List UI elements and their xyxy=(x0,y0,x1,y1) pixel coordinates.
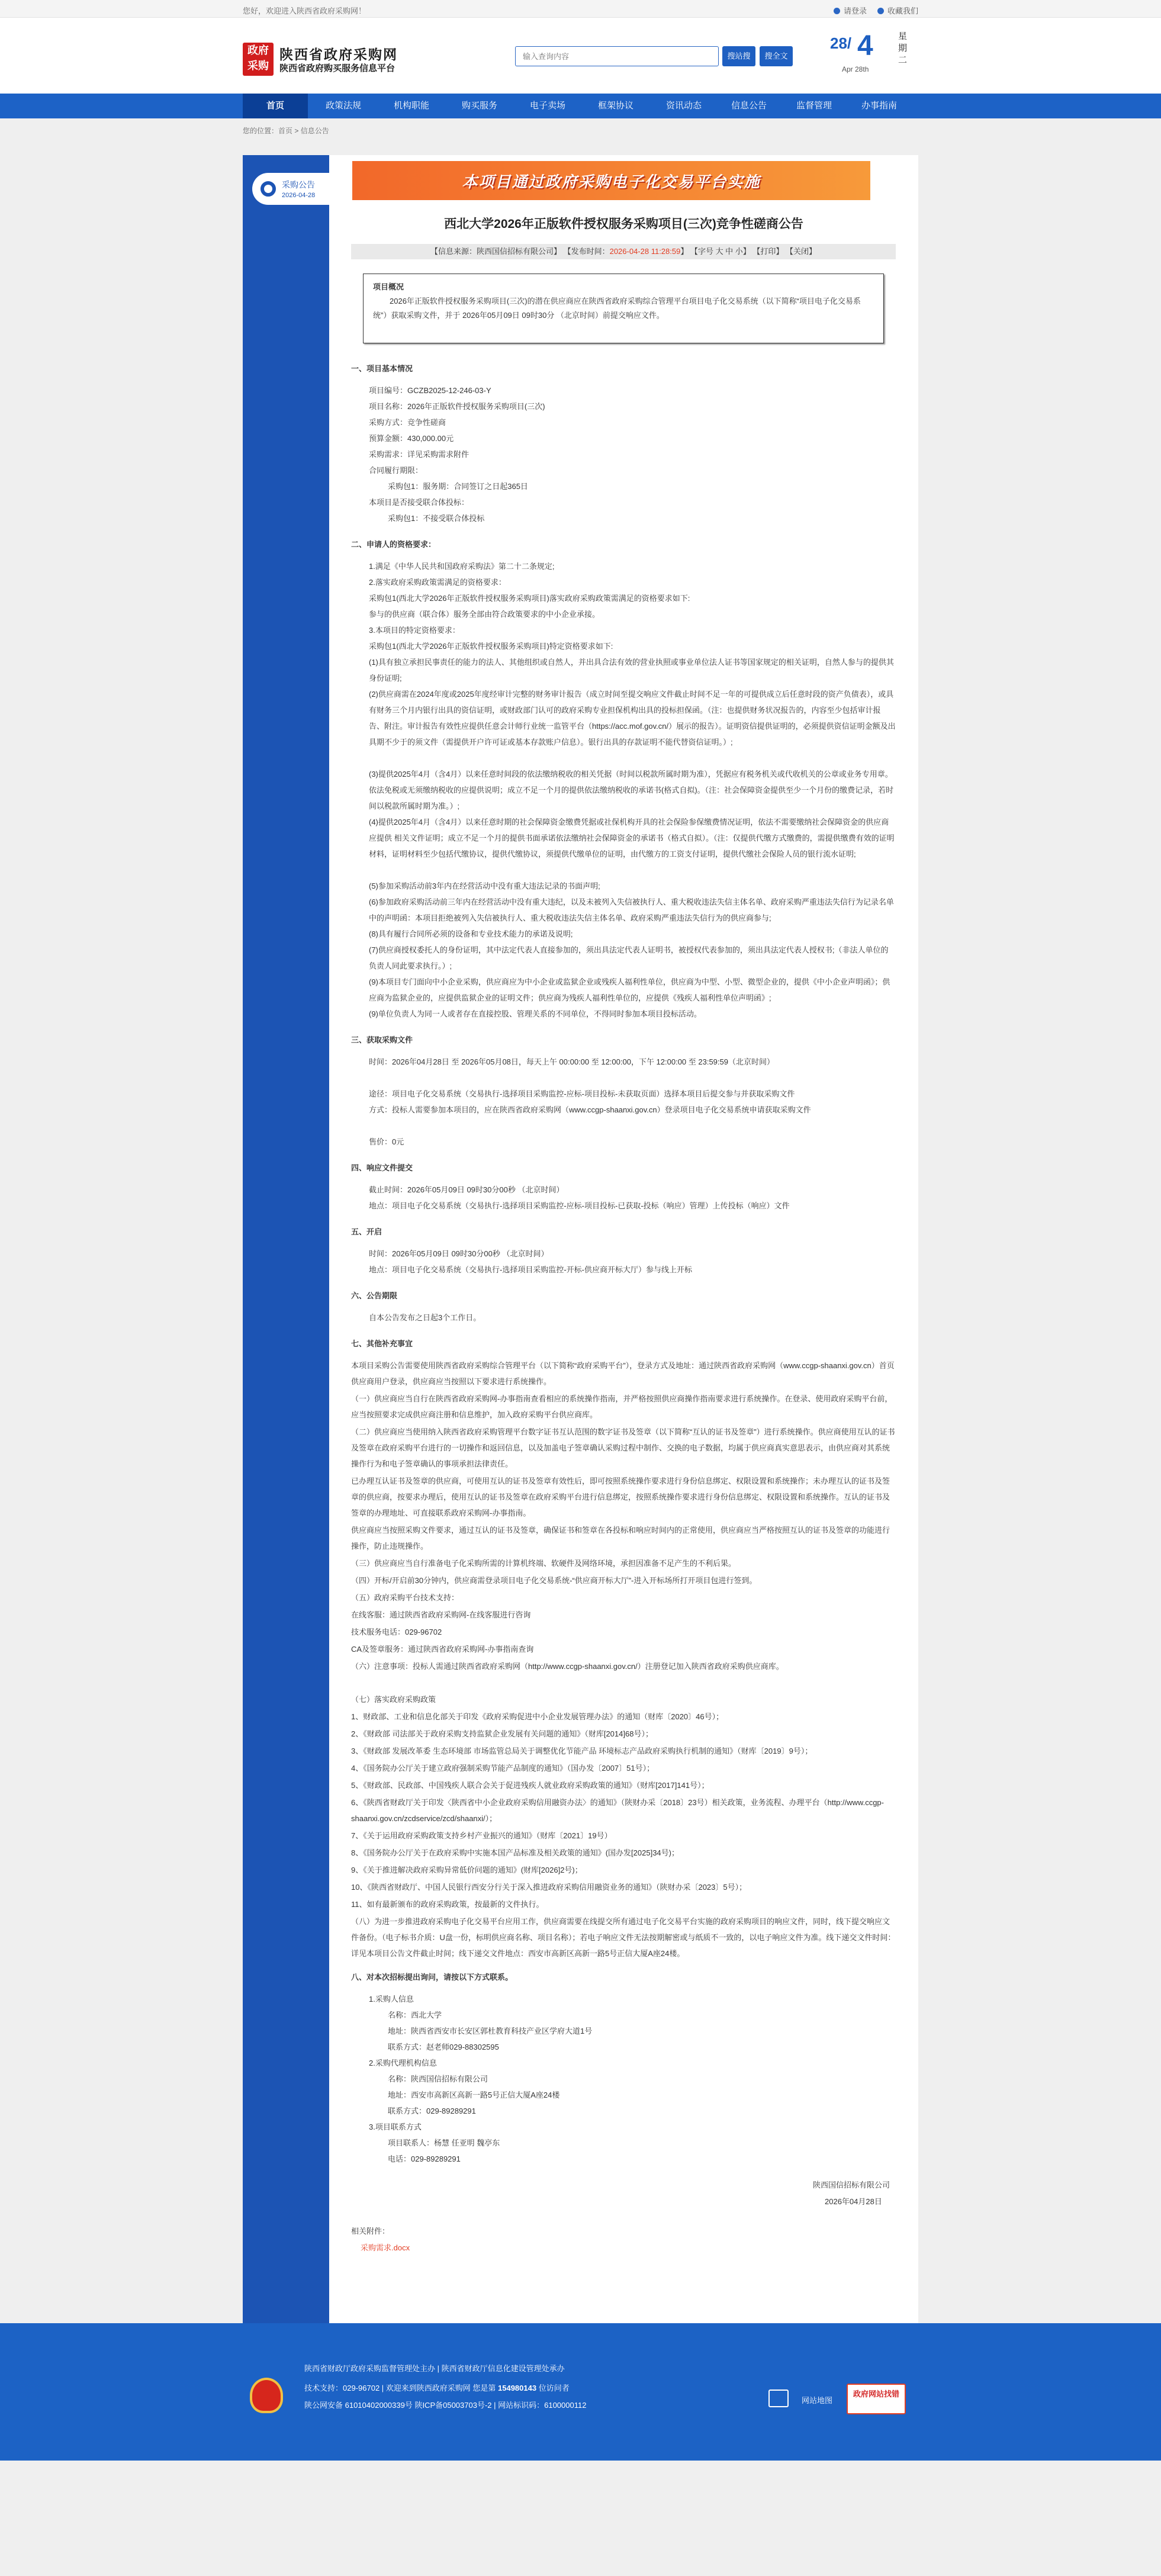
section-line: 预算金额：430,000.00元 xyxy=(369,434,454,443)
section-line: 联系方式：赵老师029-88302595 xyxy=(388,2043,499,2051)
section-line: 截止时间：2026年05月09日 09时30分00秒 （北京时间） xyxy=(369,1185,564,1194)
login-label: 请登录 xyxy=(844,7,867,15)
search-site-button[interactable]: 搜站搜 xyxy=(722,46,755,66)
footer-visitor-suffix: 位访问者 xyxy=(536,2384,570,2392)
section-line: 采购包1(西北大学2026年正版软件授权服务采购项目)落实政府采购政策需满足的资格要求如下: xyxy=(369,594,690,603)
breadcrumb-current[interactable]: 信息公告 xyxy=(300,127,329,135)
search-fulltext-button[interactable]: 搜全文 xyxy=(760,46,793,66)
section-line: (2)供应商需在2024年度或2025年度经审计完整的财务审计报告（成立时间至提交响应文件截止时间不足一年的可提供成立后任意时段的资产负债表），或具有财务三个月内银行出具的资信证明，或财政部门认可的政府采购专业担保机构出具的投标担保函。（注：也提供财务状况报告的，内容至少包括审计报告、附注。审计报告有效性应提供任意会计师行业统一监管平台（https://acc.mof.gov.cn/）展示的报告）。证明资信提供证明的，必须提供资信证明金额及出具期不少于的须文件（需提供开户许可证或基本存款账户信息）。银行出具的存款证明不能代替资信证明。）; xyxy=(369,690,896,747)
section-line: 项目联系人：杨慧 任亚明 魏亭东 xyxy=(388,2138,500,2147)
site-title: 陕西省政府采购网 xyxy=(279,47,398,62)
date-english: Apr 28th xyxy=(842,65,869,73)
supplement-paragraph: 3、《财政部 发展改革委 生态环境部 市场监管总局关于调整优化节能产品 环境标志产品政府采购执行机制的通知》（财库〔2019〕9号）； xyxy=(351,1747,813,1755)
site-logo[interactable]: 政府采购 xyxy=(243,43,274,76)
footer-host: 陕西省财政厅政府采购监督管理处主办 | 陕西省财政厅信息化建设管理处承办 xyxy=(304,2364,565,2373)
article-panel xyxy=(329,155,918,2346)
section-line: (4)提供2025年4月（含4月）以来任意时期的社会保障资金缴费凭据或社保机构开具的社会保险参保缴费情况证明，依法不需要缴纳社会保障资金的供应商应提供 相关文件证明；成立不足一个月的提供书面承诺依法缴纳社会保障资金的承诺书（格式自拟）。（注：仅提供代缴方式缴费的，需提供缴费有效的证明材料，证明材料至少包括代缴协议，提供代缴协议，须提供代缴单位的证明，由代缴方的工资支付证明，提供代缴社会保险人员的银行流水证明; xyxy=(369,818,895,858)
section-line: (6)参加政府采购活动前三年内在经营活动中没有重大违纪，以及未被列入失信被执行人、重大税收违法失信主体名单、政府采购严重违法失信行为记录名单中的声明函：本项目拒绝被列入失信被执行人、重大税收违法失信主体名单、政府采购严重违法失信行为的供应商参与; xyxy=(369,898,894,922)
section-line: 自本公告发布之日起3个工作日。 xyxy=(369,1313,481,1322)
supplement-paragraph: （四）开标/开启前30分钟内，供应商需登录项目电子化交易系统-“供应商开标大厅”-进入开标场所打开项目包进行签到。 xyxy=(351,1576,757,1585)
nav-home[interactable]: 首页 xyxy=(243,94,308,118)
section-line: 地点：项目电子化交易系统（交易执行-选择项目采购监控-开标-供应商开标大厅）参与线上开标 xyxy=(369,1265,692,1274)
section-line: 2.落实政府采购政策需满足的资格要求： xyxy=(369,578,506,587)
supplement-paragraph: （八）为进一步推进政府采购电子化交易平台应用工作，供应商需要在线提交所有通过电子化交易平台实施的政府采购项目的响应文件，同时，线下提交响应文件备份。（电子标书介质：U盘一份，标明供应商名称、项目名称）；若电子响应文件无法按期解密或与纸质不一致的，以电子响应文件为准。线下递交文件时间：详见本项目公告文件截止时间；线下递交文件地点：西安市高新区高新一路5号正信大厦A座24楼。 xyxy=(351,1917,896,1958)
supplement-paragraph: 供应商应当按照采购文件要求，通过互认的证书及签章，确保证书和签章在各投标和响应时间内的正常使用，供应商应当严格按照互认的证书及签章的功能进行操作，防止违规操作。 xyxy=(351,1526,890,1551)
welcome-text: 您好，欢迎进入陕西省政府采购网！ xyxy=(243,7,366,15)
weekday: 星期二 xyxy=(898,31,908,65)
nav-guide[interactable]: 办事指南 xyxy=(861,101,897,111)
breadcrumb-home[interactable]: 首页 xyxy=(278,127,293,135)
supplement-paragraph: 本项目采购公告需要使用陕西省政府采购综合管理平台（以下简称“政府采购平台”），登录方式及地址：通过陕西省政府采购网（www.ccgp-shaanxi.gov.cn）首页供应商用户登录，供应商应当按照以下要求进行系统操作。 xyxy=(351,1361,895,1386)
supplement-paragraph: 6、《陕西省财政厅关于印发〈陕西省中小企业政府采购信用融资办法〉的通知》（陕财办采〔2018〕23号）相关政策，业务流程、办理平台（http://www.ccgp-shaanxi.gov.cn/zcdservice/zcd/shaanxi/）； xyxy=(351,1798,884,1823)
meta-tools[interactable]: 】 【字号 大 中 小】 【打印】 【关闭】 xyxy=(680,247,817,256)
section-line: 采购需求：详见采购需求附件 xyxy=(369,450,469,459)
section-line: 联系方式：029-89289291 xyxy=(388,2107,476,2115)
supplement-paragraph: 技术服务电话：029-96702 xyxy=(351,1628,442,1636)
supplement-paragraph: 2、《财政部 司法部关于政府采购支持监狱企业发展有关问题的通知》（财库[2014]68号）； xyxy=(351,1729,653,1738)
meta-source: 【信息来源：陕西国信招标有限公司】 【发布时间： xyxy=(430,247,610,256)
section-line: (9)单位负责人为同一人或者存在直接控股、管理关系的不同单位，不得同时参加本项目投标活动。 xyxy=(369,1009,702,1018)
sitemap-icon[interactable] xyxy=(768,2390,789,2407)
footer-support xyxy=(304,2382,570,2393)
nav-policy[interactable]: 政策法规 xyxy=(325,101,361,111)
sidebar-item-notice[interactable] xyxy=(252,173,329,205)
sidebar xyxy=(243,155,329,2346)
date-display xyxy=(830,30,906,77)
footer-icp[interactable]: 陕公网安备 61010402000339号 陕ICP备05003703号-2 | 网站标识码：6100000112 xyxy=(304,2401,587,2410)
section-line: 途径：项目电子化交易系统（交易执行-选择项目采购监控-应标-项目投标-未获取页面）选择本项目后提交参与并获取采购文件 xyxy=(369,1089,795,1098)
supplement-paragraph: 在线客服：通过陕西省政府采购网-在线客服进行咨询 xyxy=(351,1610,531,1619)
section-heading: 一、项目基本情况 xyxy=(351,364,413,373)
sidebar-item-label: 采购公告 xyxy=(282,180,315,189)
section-heading: 二、申请人的资格要求： xyxy=(351,540,436,549)
site-footer xyxy=(0,2323,1161,2461)
user-icon xyxy=(834,8,840,14)
report-error-badge[interactable]: 政府网站找错 xyxy=(847,2384,906,2414)
site-subtitle: 陕西省政府购买服务信息平台 xyxy=(279,63,395,73)
section-heading: 八、对本次招标提出询问，请按以下方式联系。 xyxy=(351,1973,513,1982)
favorite-label: 收藏我们 xyxy=(887,7,919,15)
section-line: (3)提供2025年4月（含4月）以来任意时间段的依法缴纳税收的相关凭据（时间以税款所属时期为准），凭据应有税务机关或代收机关的公章或业务专用章。依法免税或无须缴纳税收的应提供说明；成立不足一个月的提供依法缴纳税收的承诺书(格式自拟)。（注：社会保障资金提供至少一个月份的缴费记录，若时间以税款所属时期为准。）; xyxy=(369,770,894,811)
nav-org[interactable]: 机构职能 xyxy=(393,101,429,111)
article-title: 西北大学2026年正版软件授权服务采购项目(三次)竞争性磋商公告 xyxy=(444,217,803,231)
supplement-paragraph: 4、《国务院办公厅关于建立政府强制采购节能产品制度的通知》（国办发〔2007〕51号）； xyxy=(351,1764,655,1773)
top-bar xyxy=(0,0,1161,18)
supplement-paragraph: 已办理互认证书及签章的供应商，可使用互认的证书及签章有效性后，即可按照系统操作要求进行身份信息绑定、权限设置和系统操作；未办理互认的证书及签章的供应商，按要求办理后，使用互认的证书及签章在政府采购平台进行信息绑定，按照系统操作要求进行身份信息绑定、权限设置和系统操作。互认的证书及签章的办理地址、可直接联系政府采购网-办事指南。 xyxy=(351,1477,890,1517)
emblem-icon xyxy=(250,2378,283,2413)
supplement-paragraph: （二）供应商应当使用纳入陕西省政府采购管理平台数字证书互认范围的数字证书及签章（以下简称“互认的证书及签章”）进行系统操作。供应商使用互认的证书及签章在政府采购平台进行的一切操作和返回信息，以及加盖电子签章确认采购过程中制作、交换的电子数据，均属于供应商真实意思表示，由供应商对其系统操作行为和电子签章确认的事项承担法律责任。 xyxy=(351,1427,895,1468)
supplement-paragraph: （六）注意事项：投标人需通过陕西省政府采购网（http://www.ccgp-shaanxi.gov.cn/）注册登记加入陕西省政府采购供应商库。 xyxy=(351,1662,784,1671)
summary-body: 2026年正版软件授权服务采购项目(三次)的潜在供应商应在陕西省政府采购综合管理平台项目电子化交易系统（以下简称“项目电子化交易系统”）获取采购文件，并于 2026年05月09日 09时30分 （北京时间）前提交响应文件。 xyxy=(373,297,861,320)
section-line: 1.满足《中华人民共和国政府采购法》第二十二条规定; xyxy=(369,562,555,571)
section-line: (7)供应商授权委托人的身份证明，其中法定代表人直接参加的，须出具法定代表人证明书，被授权代表参加的，须出具法定代表人授权书;（非法人单位的负责人同此要求执行。）; xyxy=(369,946,889,970)
article-meta xyxy=(351,244,896,259)
section-line: 时间：2026年04月28日 至 2026年05月08日，每天上午 00:00:00 至 12:00:00，下午 12:00:00 至 23:59:59（北京时间） xyxy=(369,1057,774,1066)
banner-text: 本项目通过政府采购电子化交易平台实施 xyxy=(462,172,761,191)
section-line: 本项目是否接受联合体投标： xyxy=(369,498,469,507)
project-summary-box xyxy=(363,274,884,343)
nav-news[interactable]: 资讯动态 xyxy=(665,101,702,111)
breadcrumb xyxy=(243,126,329,136)
signature-date: 2026年04月28日 xyxy=(825,2197,882,2206)
summary-heading: 项目概况 xyxy=(373,282,404,291)
visitor-count: 154980143 xyxy=(498,2384,537,2392)
section-heading: 四、响应文件提交 xyxy=(351,1163,413,1172)
attachment-link[interactable]: 采购需求.docx xyxy=(361,2243,410,2252)
section-line: 地址：陕西省西安市长安区郭杜教育科技产业区学府大道1号 xyxy=(388,2027,593,2035)
date-day: 4 xyxy=(857,30,873,62)
section-line: 方式：投标人需要参加本项目的，应在陕西省政府采购网（www.ccgp-shaanxi.gov.cn）登录项目电子化交易系统申请获取采购文件 xyxy=(369,1105,811,1114)
e-trading-banner xyxy=(352,161,870,200)
nav-mall[interactable]: 电子卖场 xyxy=(529,101,565,111)
breadcrumb-prefix: 您的位置： xyxy=(243,127,279,135)
supplement-paragraph: 7、《关于运用政府采购政策支持乡村产业振兴的通知》（财库〔2021〕19号） xyxy=(351,1831,612,1840)
section-line: 名称：陕西国信招标有限公司 xyxy=(388,2075,488,2083)
supplement-paragraph: （一）供应商应当自行在陕西省政府采购网-办事指南查看相应的系统操作指南，并严格按照供应商操作指南要求进行系统操作。在登录、使用政府采购平台前，应当按照要求完成供应商注册和信息维护，加入政府采购平台供应商库。 xyxy=(351,1394,893,1419)
supplement-paragraph: 10、《陕西省财政厅、中国人民银行西安分行关于深入推进政府采购信用融资业务的通知》（陕财办采〔2023〕5号）； xyxy=(351,1883,747,1892)
section-line: 3.项目联系方式 xyxy=(369,2122,422,2131)
section-line: 1.采购人信息 xyxy=(369,1995,414,2003)
section-line: 采购方式：竞争性磋商 xyxy=(369,418,446,427)
section-heading: 六、公告期限 xyxy=(351,1291,398,1300)
section-heading: 七、其他补充事宜 xyxy=(351,1339,413,1348)
section-heading: 三、获取采购文件 xyxy=(351,1035,413,1044)
section-line: 3.本项目的特定资格要求： xyxy=(369,626,460,635)
sitemap-link[interactable]: 网站地图 xyxy=(802,2396,833,2405)
section-line: 项目名称：2026年正版软件授权服务采购项目(三次) xyxy=(369,402,545,411)
section-line: 地址：西安市高新区高新一路5号正信大厦A座24楼 xyxy=(388,2091,560,2099)
breadcrumb-sep: > xyxy=(292,127,301,135)
section-heading: 五、开启 xyxy=(351,1227,382,1236)
meta-time: 2026-04-28 11:28:59 xyxy=(609,247,681,256)
supplement-paragraph: 5、《财政部、民政部、中国残疾人联合会关于促进残疾人就业政府采购政策的通知》（财库[2017]141号）； xyxy=(351,1781,709,1790)
section-line: (5)参加采购活动前3年内在经营活动中没有重大违法记录的书面声明; xyxy=(369,882,600,890)
nav-supervision[interactable]: 监督管理 xyxy=(796,101,832,111)
signature-org: 陕西国信招标有限公司 xyxy=(813,2181,890,2189)
section-line: 采购包1：服务期：合同签订之日起365日 xyxy=(388,482,528,491)
supplement-paragraph: 9、《关于推进解决政府采购异常低价问题的通知》(财库[2026]2号)； xyxy=(351,1866,583,1874)
star-icon xyxy=(877,8,884,14)
nav-notices[interactable]: 信息公告 xyxy=(731,101,767,111)
section-line: (1)具有独立承担民事责任的能力的法人、其他组织或自然人，并出具合法有效的营业执照或事业单位法人证书等国家规定的相关证明，自然人参与的提供其身份证明; xyxy=(369,658,894,683)
supplement-paragraph: 8、《国务院办公厅关于在政府采购中实施本国产品标准及相关政策的通知》(国办发[2025]34号)； xyxy=(351,1848,679,1857)
supplement-paragraph: 1、财政部、工业和信息化部关于印发《政府采购促进中小企业发展管理办法》的通知（财库〔2020〕46号）； xyxy=(351,1712,724,1721)
section-line: 合同履行期限： xyxy=(369,466,423,475)
section-line: 地点：项目电子化交易系统（交易执行-选择项目采购监控-应标-项目投标-已获取-投标（响应）管理）上传投标（响应）文件 xyxy=(369,1201,790,1210)
login-link[interactable] xyxy=(834,5,867,16)
section-line: 售价：0元 xyxy=(369,1137,404,1146)
section-line: 采购包1(西北大学2026年正版软件授权服务采购项目)特定资格要求如下: xyxy=(369,642,613,651)
nav-framework[interactable]: 框架协议 xyxy=(597,101,633,111)
footer-support-text: 技术支持：029-96702 | 欢迎来到陕西政府采购网 您是第 xyxy=(304,2384,498,2392)
sidebar-item-date: 2026-04-28 xyxy=(282,192,316,199)
section-line: (9)本项目专门面向中小企业采购，供应商应为中小企业或监狱企业或残疾人福利性单位，供应商为中型、小型、微型企业的，提供《中小企业声明函》；供应商为监狱企业的，应提供监狱企业的证明文件；供应商为残疾人福利性单位的，应提供《残疾人福利性单位声明函》; xyxy=(369,977,890,1002)
main-nav xyxy=(0,94,1161,118)
circle-icon xyxy=(260,181,276,197)
section-line: 2.采购代理机构信息 xyxy=(369,2059,437,2067)
attachments-label: 相关附件： xyxy=(351,2227,390,2236)
section-line: 电话：029-89289291 xyxy=(388,2154,461,2163)
date-month: 28/ xyxy=(830,34,852,52)
section-line: 时间：2026年05月09日 09时30分00秒 （北京时间） xyxy=(369,1249,549,1258)
supplement-paragraph: CA及签章服务：通过陕西省政府采购网-办事指南查询 xyxy=(351,1645,534,1654)
favorite-link[interactable] xyxy=(877,5,918,16)
section-line: 参与的供应商（联合体）服务全部由符合政策要求的中小企业承接。 xyxy=(369,610,600,619)
section-line: (8)具有履行合同所必须的设备和专业技术能力的承诺及说明; xyxy=(369,930,573,938)
supplement-paragraph: 11、如有最新颁布的政府采购政策，按最新的文件执行。 xyxy=(351,1900,544,1909)
section-line: 项目编号：GCZB2025-12-246-03-Y xyxy=(369,386,491,395)
supplement-paragraph: （五）政府采购平台技术支持： xyxy=(351,1593,459,1602)
section-line: 采购包1：不接受联合体投标 xyxy=(388,514,485,523)
supplement-paragraph: （七）落实政府采购政策 xyxy=(351,1695,436,1704)
nav-purchase-service[interactable]: 购买服务 xyxy=(461,101,497,111)
search-input[interactable] xyxy=(515,46,719,66)
section-line: 名称：西北大学 xyxy=(388,2011,442,2019)
supplement-paragraph: （三）供应商应当自行准备电子化采购所需的计算机终端、软硬件及网络环境，承担因准备不足产生的不利后果。 xyxy=(351,1559,737,1568)
